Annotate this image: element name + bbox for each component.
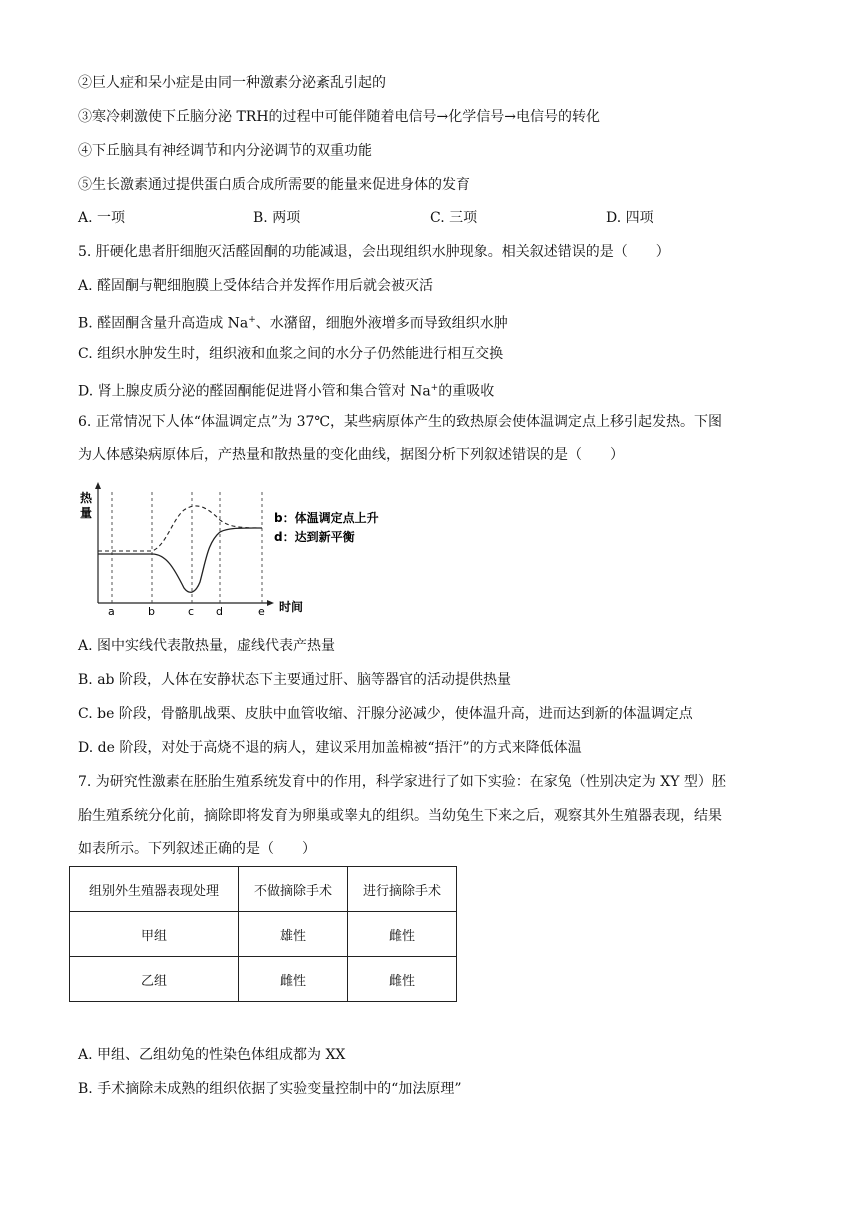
q7-option-a: A. 甲组、乙组幼兔的性染色体组成都为 XX — [78, 1047, 346, 1063]
q4-option-d: D. 四项 — [606, 210, 654, 226]
table-header-cell: 组别外生殖器表现处理 — [70, 867, 239, 912]
tick-c: c — [188, 605, 195, 618]
q5-option-b-post: 、水潴留，细胞外液增多而导致组织水肿 — [255, 315, 508, 332]
q5-option-b-pre: B. 醛固酮含量升高造成 Na — [78, 315, 249, 332]
q4-option-b: B. 两项 — [253, 210, 301, 226]
annotation-b: b：体温调定点上升 — [274, 511, 379, 525]
q6-option-d: D. de 阶段，对处于高烧不退的病人，建议采用加盖棉被“捂汗”的方式来降低体温 — [78, 740, 582, 756]
q7-stem-line-2: 胎生殖系统分化前，摘除即将发育为卵巢或睾丸的组织。当幼兔生下来之后，观察其外生殖器表现，结果 — [78, 808, 722, 824]
y-axis-arrow — [95, 482, 101, 489]
annotation-d: d：达到新平衡 — [274, 530, 355, 544]
q6-option-a: A. 图中实线代表散热量，虚线代表产热量 — [78, 638, 336, 654]
table-cell: 雌性 — [348, 957, 457, 1002]
table-cell: 雄性 — [239, 912, 348, 957]
item-3: ③寒冷刺激使下丘脑分泌 TRH的过程中可能伴随着电信号→化学信号→电信号的转化 — [78, 109, 600, 125]
q5-option-d-post: 的重吸收 — [438, 383, 495, 400]
q5-option-b-sup: + — [248, 315, 256, 325]
q6-option-b: B. ab 阶段，人体在安静状态下主要通过肝、脑等器官的活动提供热量 — [78, 672, 511, 688]
q5-option-d — [78, 378, 494, 402]
q5-stem: 5. 肝硬化患者肝细胞灭活醛固酮的功能减退，会出现组织水肿现象。相关叙述错误的是（ ） — [78, 244, 670, 260]
tick-b: b — [148, 605, 155, 618]
tick-d: d — [216, 605, 223, 618]
q5-option-d-pre: D. 肾上腺皮质分泌的醛固酮能促进肾小管和集合管对 Na — [78, 383, 431, 400]
table-row — [70, 957, 457, 1002]
q5-option-d-sup: + — [430, 383, 439, 393]
q5-option-a: A. 醛固酮与靶细胞膜上受体结合并发挥作用后就会被灭活 — [78, 278, 434, 294]
heat-curve-figure — [74, 480, 404, 622]
q6-stem-line-2: 为人体感染病原体后，产热量和散热量的变化曲线，据图分析下列叙述错误的是（ ） — [78, 447, 624, 463]
table-header-cell: 进行摘除手术 — [348, 867, 457, 912]
q4-option-c: C. 三项 — [430, 210, 478, 226]
item-5: ⑤生长激素通过提供蛋白质合成所需要的能量来促进身体的发育 — [78, 177, 470, 193]
q7-result-table — [69, 866, 457, 1002]
q7-stem-line-1: 7. 为研究性激素在胚胎生殖系统发育中的作用，科学家进行了如下实验：在家兔（性别决定为 XY 型）胚 — [78, 774, 726, 790]
table-cell: 甲组 — [70, 912, 239, 957]
q7-stem-line-3: 如表所示。下列叙述正确的是（ ） — [78, 841, 316, 857]
tick-e: e — [258, 605, 265, 618]
table-header-row — [70, 867, 457, 912]
table-cell: 雌性 — [348, 912, 457, 957]
x-axis-arrow — [267, 600, 274, 606]
tick-a: a — [108, 605, 115, 618]
item-2: ②巨人症和呆小症是由同一种激素分泌紊乱引起的 — [78, 75, 386, 91]
q6-option-c: C. be 阶段，骨骼肌战栗、皮肤中血管收缩、汗腺分泌减少，使体温升高，进而达到新的体温调定点 — [78, 706, 693, 722]
y-label-1: 热 — [80, 491, 93, 505]
table-cell: 雌性 — [239, 957, 348, 1002]
q4-option-a: A. 一项 — [78, 210, 126, 226]
q5-option-b — [78, 310, 508, 334]
table-cell: 乙组 — [70, 957, 239, 1002]
table-header-cell: 不做摘除手术 — [239, 867, 348, 912]
q6-stem-line-1: 6. 正常情况下人体“体温调定点”为 37℃，某些病原体产生的致热原会使体温调定点上移引起发热。下图 — [78, 414, 723, 430]
x-label: 时间 — [279, 600, 304, 614]
y-label-2: 量 — [80, 506, 93, 520]
solid-curve — [98, 528, 262, 592]
q7-option-b: B. 手术摘除未成熟的组织依据了实验变量控制中的“加法原理” — [78, 1081, 462, 1097]
table-row — [70, 912, 457, 957]
item-4: ④下丘脑具有神经调节和内分泌调节的双重功能 — [78, 143, 372, 159]
q5-option-c: C. 组织水肿发生时，组织液和血浆之间的水分子仍然能进行相互交换 — [78, 346, 504, 362]
